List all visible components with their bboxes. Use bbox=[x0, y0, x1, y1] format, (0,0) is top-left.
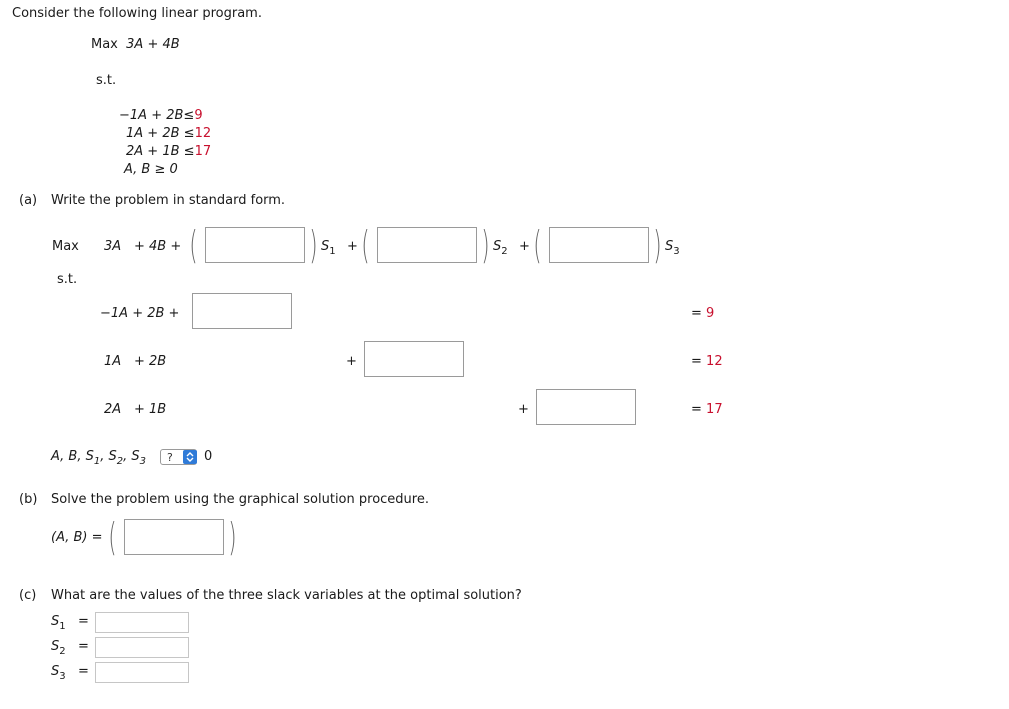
s1-var-sub: 1 bbox=[329, 246, 336, 257]
open-paren-ab: ( bbox=[108, 515, 117, 559]
sf-row1-expr: −1A + 2B + bbox=[100, 306, 180, 321]
ab-solution-input[interactable] bbox=[124, 519, 224, 555]
part-a-prompt: Write the problem in standard form. bbox=[51, 193, 286, 208]
s3-value-label bbox=[51, 664, 66, 682]
sf-nonneg-rhs: 0 bbox=[204, 449, 213, 464]
sf-max-label: Max bbox=[52, 239, 79, 254]
s3-var bbox=[665, 239, 680, 257]
ab-label: (A, B) = bbox=[51, 530, 103, 545]
sf-obj-4b: + 4B + bbox=[134, 239, 182, 254]
sf-row2-rhs-value: 12 bbox=[706, 354, 723, 369]
s3-eq: = bbox=[78, 664, 89, 679]
s1-value-input[interactable] bbox=[95, 612, 189, 633]
lp-c1-rhs: 9 bbox=[194, 108, 203, 123]
inequality-select[interactable] bbox=[160, 449, 197, 465]
s1-coefficient-input[interactable] bbox=[205, 227, 305, 263]
s2-var-sub: 2 bbox=[501, 246, 508, 257]
sf-row2-plus: + bbox=[346, 354, 357, 369]
part-b-label: (b) bbox=[19, 492, 38, 507]
s3-label-letter: S bbox=[51, 664, 60, 679]
sf-row3-rhs-value: 17 bbox=[706, 402, 723, 417]
inequality-select-value: ? bbox=[167, 450, 173, 464]
row3-slack-input[interactable] bbox=[536, 389, 636, 425]
row1-slack-input[interactable] bbox=[192, 293, 292, 329]
s3-coefficient-input[interactable] bbox=[549, 227, 649, 263]
lp-c3-rhs: 17 bbox=[194, 144, 212, 159]
lp-objective bbox=[91, 37, 180, 52]
part-c-prompt: What are the values of the three slack variables at the optimal solution? bbox=[51, 588, 522, 603]
sf-row3-a: 2A bbox=[104, 402, 122, 417]
row2-slack-input[interactable] bbox=[364, 341, 464, 377]
s2-label-sub: 2 bbox=[59, 646, 66, 657]
open-paren-s1: ( bbox=[189, 223, 198, 267]
s1-label-sub: 1 bbox=[59, 621, 66, 632]
lp-objective-expr: 3A + 4B bbox=[126, 37, 180, 52]
s1-var bbox=[321, 239, 336, 257]
sf-row2-b: + 2B bbox=[134, 354, 167, 369]
sf-row1-rhs bbox=[691, 306, 714, 321]
lp-nonneg: A, B ≥ 0 bbox=[124, 162, 178, 177]
open-paren-s2: ( bbox=[361, 223, 370, 267]
sf-nonneg-prefix: A, B, S bbox=[51, 449, 94, 464]
s2-coefficient-input[interactable] bbox=[377, 227, 477, 263]
sf-nonneg-s3: S bbox=[131, 449, 140, 464]
sf-st-label: s.t. bbox=[57, 272, 78, 287]
plus-after-s1: + bbox=[347, 239, 358, 254]
lp-max-label: Max bbox=[91, 37, 118, 52]
lp-c3-expr: 2A + 1B bbox=[126, 144, 180, 159]
sf-row3-eq: = bbox=[691, 402, 702, 417]
sf-nonneg-s2: S bbox=[108, 449, 117, 464]
s3-var-sub: 3 bbox=[673, 246, 680, 257]
intro-text: Consider the following linear program. bbox=[12, 6, 262, 21]
s1-label-letter: S bbox=[51, 614, 60, 629]
s1-value-label bbox=[51, 614, 66, 632]
lp-constraint-2 bbox=[126, 126, 211, 141]
part-a-label: (a) bbox=[19, 193, 38, 208]
lp-c3-op: ≤ bbox=[183, 144, 195, 159]
s1-eq: = bbox=[78, 614, 89, 629]
lp-c2-expr: 1A + 2B bbox=[126, 126, 180, 141]
open-paren-s3: ( bbox=[533, 223, 542, 267]
lp-constraint-1 bbox=[119, 108, 203, 123]
s3-label-sub: 3 bbox=[59, 671, 66, 682]
lp-c1-expr: −1A + 2B bbox=[119, 108, 184, 123]
sf-nonneg-vars: A, B, $S_1$, $S_2$, $S_3$ bbox=[51, 449, 147, 467]
s2-var bbox=[493, 239, 508, 257]
s2-value-input[interactable] bbox=[95, 637, 189, 658]
part-c-label: (c) bbox=[19, 588, 37, 603]
s2-var-letter: S bbox=[493, 239, 502, 254]
sf-obj-3a: 3A bbox=[104, 239, 122, 254]
sf-row2-eq: = bbox=[691, 354, 702, 369]
lp-c2-op: ≤ bbox=[183, 126, 195, 141]
s2-value-label bbox=[51, 639, 66, 657]
sf-row3-plus: + bbox=[518, 402, 529, 417]
close-paren-ab: ) bbox=[228, 515, 237, 559]
sf-row3-b: + 1B bbox=[134, 402, 167, 417]
s3-value-input[interactable] bbox=[95, 662, 189, 683]
close-paren-s2: ) bbox=[481, 223, 490, 267]
up-down-chevron-icon bbox=[183, 450, 197, 464]
sf-nonneg-sub2: 2 bbox=[116, 456, 124, 467]
part-b-prompt: Solve the problem using the graphical solution procedure. bbox=[51, 492, 429, 507]
close-paren-s1: ) bbox=[309, 223, 318, 267]
s2-label-letter: S bbox=[51, 639, 60, 654]
s2-eq: = bbox=[78, 639, 89, 654]
sf-nonneg-sub3: 3 bbox=[139, 456, 147, 467]
lp-c2-rhs: 12 bbox=[194, 126, 212, 141]
s1-var-letter: S bbox=[321, 239, 330, 254]
lp-constraint-3 bbox=[126, 144, 211, 159]
sf-row1-rhs-value: 9 bbox=[706, 306, 715, 321]
sf-nonneg-sub1: 1 bbox=[93, 456, 101, 467]
close-paren-s3: ) bbox=[653, 223, 662, 267]
sf-row3-rhs bbox=[691, 402, 723, 417]
sf-row1-eq: = bbox=[691, 306, 702, 321]
sf-row2-a: 1A bbox=[104, 354, 122, 369]
s3-var-letter: S bbox=[665, 239, 674, 254]
sf-row2-rhs bbox=[691, 354, 723, 369]
lp-st-label: s.t. bbox=[96, 73, 117, 88]
lp-c1-op: ≤ bbox=[183, 108, 195, 123]
plus-after-s2: + bbox=[519, 239, 530, 254]
